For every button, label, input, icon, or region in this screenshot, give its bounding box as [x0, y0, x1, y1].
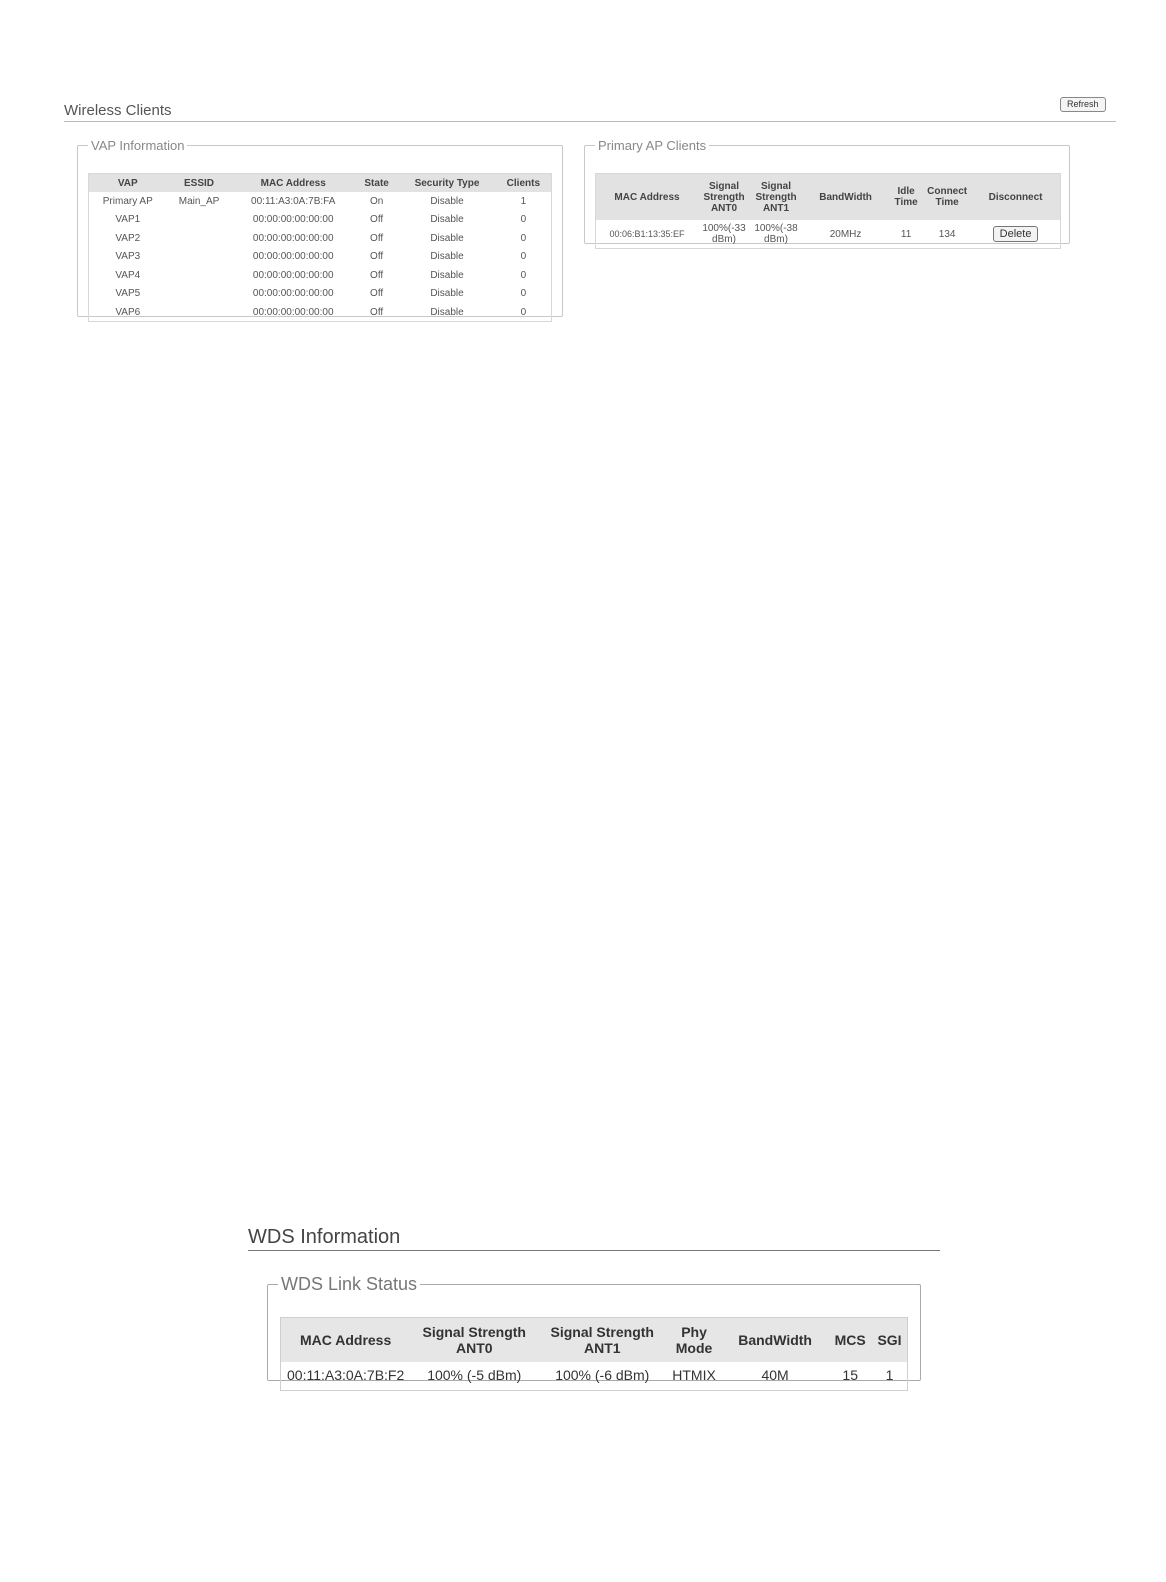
mac-address: 00:00:00:00:00:00 — [252, 269, 334, 281]
wds-signal-ant0: 100% (-5 dBm) — [427, 1367, 522, 1383]
column-header: Signal Strength ANT1 — [750, 174, 802, 220]
column-header: Idle Time — [889, 174, 923, 220]
mac-address: 00:00:00:00:00:00 — [252, 232, 334, 244]
wds-phy-mode: HTMIX — [672, 1367, 716, 1383]
disconnect-cell — [971, 220, 1060, 248]
wds-bandwidth: 40M — [761, 1367, 789, 1383]
security-type: Disable — [430, 214, 464, 226]
vap-table — [89, 174, 551, 322]
wds-mac-address: 00:11:A3:0A:7B:F2 — [287, 1367, 405, 1383]
table-row — [596, 220, 1060, 248]
vap-table-header — [89, 174, 551, 192]
client-mac-address: 00:06:B1:13:35:EF — [609, 229, 685, 239]
column-header: Clients — [496, 174, 551, 192]
clients-count: 0 — [520, 269, 527, 281]
column-header: SGI — [872, 1318, 907, 1362]
column-header: ESSID — [167, 174, 232, 192]
vap-information-box — [77, 138, 563, 317]
vap-name: Primary AP — [102, 195, 153, 207]
column-header: Disconnect — [971, 174, 1060, 220]
column-header: Signal Strength ANT0 — [698, 174, 750, 220]
table-row — [89, 192, 551, 211]
vap-name: VAP2 — [115, 232, 141, 244]
state: Off — [370, 288, 384, 300]
state: Off — [370, 214, 384, 226]
essid — [167, 266, 232, 285]
mac-address: 00:00:00:00:00:00 — [252, 288, 334, 300]
table-row — [89, 285, 551, 304]
state: On — [369, 195, 384, 207]
essid — [167, 229, 232, 248]
column-header: Signal Strength ANT0 — [410, 1318, 538, 1362]
wds-information-title: WDS Information — [248, 1226, 940, 1251]
primary-ap-table-header — [596, 174, 1060, 220]
refresh-button[interactable]: Refresh — [1060, 97, 1106, 112]
state: Off — [370, 232, 384, 244]
signal-strength-ant1: 100%(-38dBm) — [754, 223, 798, 245]
wds-table-frame — [280, 1317, 908, 1391]
clients-count: 0 — [520, 288, 527, 300]
primary-ap-clients-box — [584, 138, 1070, 244]
wds-link-table — [281, 1318, 907, 1388]
column-header: MAC Address — [596, 174, 698, 220]
wds-sgi: 1 — [885, 1367, 894, 1383]
column-header: Signal Strength ANT1 — [538, 1318, 666, 1362]
state: Off — [370, 306, 384, 318]
clients-count: 1 — [520, 195, 527, 207]
essid: Main_AP — [178, 195, 220, 207]
table-row — [89, 248, 551, 267]
wds-table-header — [281, 1318, 907, 1362]
signal-strength-ant0: 100%(-33dBm) — [702, 223, 746, 245]
table-row — [89, 266, 551, 285]
clients-count: 0 — [520, 232, 527, 244]
security-type: Disable — [430, 269, 464, 281]
essid — [167, 285, 232, 304]
vap-table-frame — [88, 173, 552, 322]
vap-name: VAP1 — [115, 214, 141, 226]
security-type: Disable — [430, 232, 464, 244]
wds-mcs: 15 — [842, 1367, 858, 1383]
delete-client-button[interactable]: Delete — [993, 226, 1039, 242]
state: Off — [370, 251, 384, 263]
table-row — [89, 229, 551, 248]
wds-link-status-legend: WDS Link Status — [281, 1274, 418, 1294]
security-type: Disable — [430, 251, 464, 263]
wds-signal-ant1: 100% (-6 dBm) — [555, 1367, 650, 1383]
mac-address: 00:00:00:00:00:00 — [252, 214, 334, 226]
vap-name: VAP4 — [115, 269, 141, 281]
connect-time: 134 — [938, 228, 956, 240]
column-header: MCS — [828, 1318, 872, 1362]
clients-count: 0 — [520, 251, 527, 263]
clients-count: 0 — [520, 306, 527, 318]
column-header: MAC Address — [281, 1318, 410, 1362]
table-row — [89, 211, 551, 230]
table-row — [281, 1362, 907, 1388]
primary-ap-clients-legend: Primary AP Clients — [598, 138, 707, 153]
column-header: Security Type — [398, 174, 495, 192]
bandwidth: 20MHz — [829, 228, 862, 240]
vap-name: VAP5 — [115, 288, 141, 300]
essid — [167, 303, 232, 322]
security-type: Disable — [430, 195, 464, 207]
clients-count: 0 — [520, 214, 527, 226]
column-header: MAC Address — [232, 174, 355, 192]
mac-address: 00:11:A3:0A:7B:FA — [251, 195, 336, 207]
vap-information-legend: VAP Information — [91, 138, 185, 153]
wireless-clients-title: Wireless Clients — [64, 102, 1116, 122]
wds-link-status-box — [267, 1274, 921, 1381]
security-type: Disable — [430, 288, 464, 300]
column-header: Connect Time — [923, 174, 971, 220]
column-header: BandWidth — [722, 1318, 829, 1362]
mac-address: 00:00:00:00:00:00 — [252, 251, 334, 263]
mac-address: 00:00:00:00:00:00 — [252, 306, 334, 318]
vap-name: VAP6 — [115, 306, 141, 318]
essid — [167, 248, 232, 267]
column-header: State — [355, 174, 398, 192]
state: Off — [370, 269, 384, 281]
column-header: Phy Mode — [666, 1318, 722, 1362]
essid — [167, 211, 232, 230]
table-row — [89, 303, 551, 322]
security-type: Disable — [430, 306, 464, 318]
vap-name: VAP3 — [115, 251, 141, 263]
idle-time: 11 — [900, 228, 912, 240]
column-header: VAP — [89, 174, 167, 192]
primary-ap-clients-table — [596, 174, 1060, 248]
column-header: BandWidth — [802, 174, 889, 220]
primary-ap-table-frame — [595, 173, 1061, 249]
